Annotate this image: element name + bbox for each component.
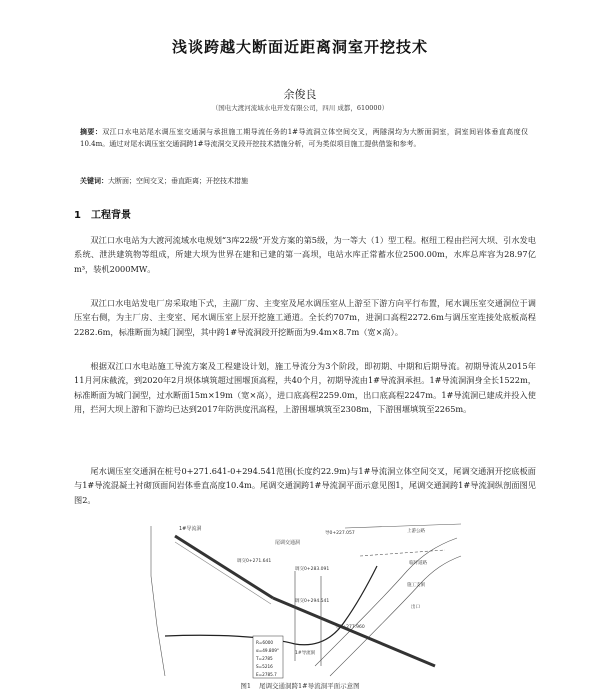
abstract-text: 双江口水电站尾水调压室交通洞与承担施工期导流任务的1#导流洞立体空间交叉，两隧洞均为大断面洞室，洞室间岩体垂直高度仅10.4m。通过对尾水调压室交通洞跨1#导流洞交叉段开挖技术措施分析，可为类似项目施工提供借鉴和参考。 — [80, 128, 529, 148]
label-station-a: 调交0+271.641 — [237, 559, 272, 564]
paper-title: 浅谈跨越大断面近距离洞室开挖技术 — [171, 38, 428, 56]
abstract-label: 摘要： — [80, 127, 103, 136]
label-station-c: 调交0+283.091 — [295, 567, 330, 572]
caption-text: 尾调交通洞跨1#导流洞平面示意图 — [259, 682, 360, 690]
author-name: 余俊良 — [283, 88, 317, 101]
curve-parameter-box — [253, 636, 283, 678]
param-a: α=49.809° — [256, 648, 280, 653]
keywords — [80, 175, 528, 187]
param-r: R=6000 — [256, 640, 274, 645]
body-paragraph-3: 根据双江口水电站施工导流方案及工程建设计划，施工导流分为3个阶段，即初期、中期和后期导流。初期导流从2015年11月河床截流，到2020年2月坝体填筑超过围堰顶高程，共40个月，初期导流由1#导流洞承担。1#导流洞洞身全长1522m，标准断面为城门洞型，过水断面15m×19m（宽×高），进口底高程2259.0m，出口底高程2247m。1#导流洞已建成并投入使用，拦河大坝上游和下游均已达到2017年防洪度汛高程，上游围堰填筑至2308m，下游围堰填筑至2265m。 — [74, 361, 536, 415]
keywords-text: 大断面；空间交叉；垂直距离；开挖技术措施 — [108, 177, 248, 185]
label-side-1: 临时道路 — [409, 561, 427, 566]
abstract — [80, 126, 528, 150]
section-title: 工程背景 — [90, 210, 131, 221]
terrain-line-left — [151, 526, 165, 676]
body-paragraph-1: 双江口水电站为大渡河流域水电规划“3库22级”开发方案的第5级，为一等大（1）型工程。枢纽工程由拦河大坝、引水发电系统、泄洪建筑物等组成，所建大坝为世界在建和已建的第一高坝，电站水库正常蓄水位2500.00m，水库总库容为28.97亿m³，装机2000MW。 — [74, 235, 536, 274]
label-side-2: 施工支洞 — [407, 583, 425, 588]
author-affiliation: （国电大渡河流域水电开发有限公司，四川 成都，610000） — [211, 104, 389, 112]
river-bank-curve-2 — [330, 556, 461, 676]
param-e: E=2785.7 — [256, 672, 277, 677]
caption-number: 图1 — [240, 682, 252, 690]
label-access-tunnel: 尾调交通洞 — [275, 540, 301, 546]
access-tunnel — [165, 566, 377, 645]
body-paragraph-2: 双江口水电站发电厂房采取地下式，主副厂房、主变室及尾水调压室从上游至下游方向平行布置，尾水调压室交通洞位于调压室右侧，为主厂房、主变室、尾水调压室上层开挖施工通道。全长约707m，进洞口高程2272.6m与调压室连接处底板高程2282.6m，标准断面为城门洞型，其中跨1#导流洞段开挖断面为9.4m×8.7m（宽×高）。 — [74, 298, 536, 337]
keywords-label: 关键词： — [80, 176, 108, 185]
param-t: T=2785 — [256, 656, 273, 661]
section-number: 1 — [74, 210, 81, 221]
label-bottom: 导0+277.960 — [335, 625, 365, 630]
dashed-line — [360, 550, 445, 556]
label-tunnel1-bottom: 1#导流洞 — [295, 651, 316, 656]
label-road-top: 上游公路 — [407, 529, 425, 534]
label-tunnel1-top: 1#导流洞 — [179, 526, 202, 532]
param-s: S=5216 — [256, 664, 273, 669]
road-line — [345, 524, 461, 528]
label-station-b: 导0+227.057 — [325, 531, 355, 536]
label-side-3: 出口 — [411, 605, 420, 610]
section-heading — [74, 206, 131, 221]
figure-plan-diagram — [145, 516, 465, 681]
figure-caption — [0, 681, 600, 690]
body-paragraph-4: 尾水调压室交通洞在桩号0+271.641-0+294.541范围(长度约22.9m)与1#导流洞立体空间交叉，尾调交通洞开挖底板面与1#导流混凝土衬砌顶面间岩体垂直高度10.4m。尾调交通洞跨1#导流洞平面示意见图1，尾调交通洞跨1#导流洞纵剖面图见图2。 — [74, 466, 536, 505]
label-station-d: 调交0+294.541 — [295, 599, 330, 604]
